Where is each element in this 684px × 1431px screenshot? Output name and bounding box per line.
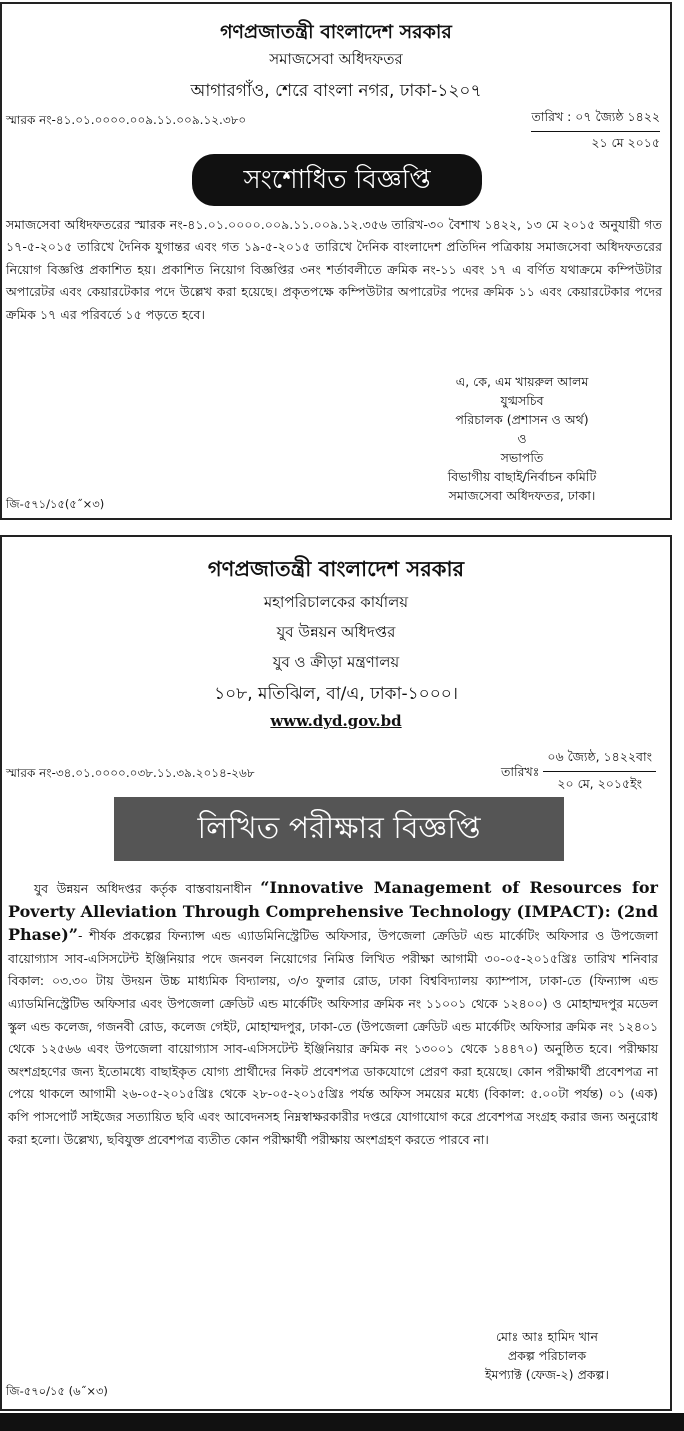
department-name: সমাজসেবা অধিদফতর (269, 50, 403, 68)
notice-body: সমাজসেবা অধিদফতরের স্মারক নং-৪১.০১.০০০০.০০৯.১১.০০৯.১২.৩৫৬ তারিখ-৩০ বৈশাখ ১৪২২, ১৩ মে ২০১৫ অনুযায়ী গত ১৭-৫-২০১৫ তারিখে দৈনিক যুগান্তর এবং গত ১৯-৫-২০১৫ তারিখে দৈনিক বাংলাদেশ প্রতিদিন পত্রিকায় সমাজসেবা অধিদফতরের নিয়োগ বিজ্ঞপ্তি প্রকাশিত হয়। প্রকাশিত নিয়োগ বিজ্ঞপ্তির ৩নং শর্তাবলীতে ক্রমিক নং-১১ এবং ১৭ এ বর্ণিত যথাক্রমে কম্পিউটার অপারেটর এবং কেয়ারটেকার পদে উল্লেখ করা হয়েছে। প্রকৃতপক্ষে কম্পিউটার অপারেটর পদের ক্রমিক ১১ এবং কেয়ারটেকার পদের ক্রমিক ১৭ এর পরিবর্তে ১৫ পড়তে হবে। (6, 217, 662, 322)
signatory-position: পরিচালক (প্রশাসন ও অর্থ) (455, 412, 589, 427)
department-name: যুব উন্নয়ন অধিদপ্তর (276, 623, 396, 641)
signatory-name: এ, কে, এম খায়রুল আলম (455, 374, 589, 389)
signatory-title: প্রকল্প পরিচালক (507, 1348, 587, 1363)
notice-body (8, 877, 658, 1151)
signature-block (382, 372, 662, 505)
signatory-name: মোঃ আঃ হামিদ খান (495, 1329, 599, 1344)
office-name: মহাপরিচালকের কার্যালয় (263, 593, 409, 611)
gov-header: গণপ্রজাতন্ত্রী বাংলাদেশ সরকার (220, 21, 452, 43)
date-label: তারিখঃ (501, 764, 540, 779)
office-address: ১০৮, মতিঝিল, বা/এ, ঢাকা-১০০০। (214, 684, 458, 704)
website-line (2, 711, 670, 730)
signatory-office: সমাজসেবা অধিদফতর, ঢাকা। (448, 488, 596, 503)
body-text: - শীর্ষক প্রকল্পের ফিন্যান্স এন্ড এ্যাডমিনিস্ট্রেটিভ অফিসার, উপজেলা ক্রেডিট এন্ড মার্কেটিং অফিসার ও উপজেলা বায়োগ্যাস সাব-এসিসটেন্ট ইঞ্জিনিয়ার পদে জনবল নিয়োগের নিমিত্ত লিখিত পরীক্ষা আগামী ৩০-০৫-২০১৫খ্রিঃ তারিখ শনিবার বিকাল: ০৩.৩০ টায় উদয়ন উচ্চ মাধ্যমিক বিদ্যালয়, ৩/৩ ফুলার রোড, ঢাকা বিশ্ববিদ্যালয় ক্যাম্পাস, ঢাকা-তে (ফিন্যান্স এন্ড এ্যাডমিনিস্ট্রেটিভ অফিসার এবং উপজেলা ক্রেডিট এন্ড মার্কেটিং অফিসার ক্রমিক নং ১১০০১ থেকে ১২৪০০) ও মোহাম্মদপুর মডেল স্কুল এন্ড কলেজ, গজনবী রোড, কলেজ গেইট, মোহাম্মদপুর, ঢাকা-তে (উপজেলা ক্রেডিট এন্ড মার্কেটিং অফিসার ক্রমিক নং ১২৪০১ থেকে ১২৫৬৬ এবং উপজেলা বায়োগ্যাস সাব-এসিসটেন্ট ইঞ্জিনিয়ার ক্রমিক নং ১৩০০১ থেকে ১৪৪৭০) অনুষ্ঠিত হবে। পরীক্ষায় অংশগ্রহণের জন্য ইতোমধ্যে বাছাইকৃত যোগ্য প্রার্থীদের নিকট প্রবেশপত্র ডাকযোগে প্রেরণ করা হয়েছে। কোন পরীক্ষার্থী প্রবেশপত্র না পেয়ে থাকলে আগামী ২৬-০৫-২০১৫খ্রিঃ থেকে ২৮-০৫-২০১৫খ্রিঃ পর্যন্ত অফিস সময়ের মধ্যে (বিকাল: ৫.০০টা পর্যন্ত) ০১ (এক) কপি পাসপোর্ট সাইজের সত্যায়িত ছবি এবং আবেদনসহ নিম্নস্বাক্ষরকারীর দপ্তরে যোগাযোগ করে প্রবেশপত্র সংগ্রহ করার জন্য অনুরোধ করা হলো। উল্লেখ্য, ছবিযুক্ত প্রবেশপত্র ব্যতীত কোন পরীক্ষার্থী পরীক্ষায় অংশগ্রহণ করতে পারবে না। (8, 928, 658, 1147)
date-fraction (543, 749, 656, 796)
signatory-title: যুগ্মসচিব (500, 393, 544, 408)
date-block (501, 749, 656, 796)
body-intro: যুব উন্নয়ন অধিদপ্তর কর্তৃক বাস্তবায়নাধীন (34, 881, 252, 896)
signatory-conjunction: ও (517, 431, 527, 446)
signatory-role: সভাপতি (500, 450, 544, 465)
date-block (531, 109, 660, 155)
notice-youth-development (0, 535, 672, 1411)
ad-code: জি-৫৭০/১৫ (৬˝×৩) (6, 1384, 108, 1398)
signatory-committee: বিভাগীয় বাছাই/নির্বাচন কমিটি (447, 469, 597, 484)
date-english: ২১ মে ২০১৫ (591, 135, 660, 150)
notice-title: লিখিত পরীক্ষার বিজ্ঞপ্তি (114, 797, 564, 861)
website-link[interactable]: www.dyd.gov.bd (270, 712, 402, 730)
memo-number: স্মারক নং-৩৪.০১.০০০০.০৩৮.১১.৩৯.২০১৪-২৬৮ (6, 766, 255, 780)
ministry-name: যুব ও ক্রীড়া মন্ত্রণালয় (272, 653, 400, 671)
page-bottom-border (0, 1413, 684, 1431)
date-bangla: ০৬ জ্যৈষ্ঠ, ১৪২২বাং (543, 749, 656, 772)
date-english: ২০ মে, ২০১৫ইং (557, 776, 642, 791)
notice-social-services (0, 2, 672, 520)
signature-block (432, 1327, 662, 1384)
ad-code: জি-৫৭১/১৫(৫˝×৩) (6, 497, 105, 511)
notice-title: সংশোধিত বিজ্ঞপ্তি (192, 154, 482, 206)
date-bangla: তারিখ : ০৭ জ্যৈষ্ঠ ১৪২২ (531, 109, 660, 132)
memo-number: স্মারক নং-৪১.০১.০০০০.০০৯.১১.০০৯.১২.৩৮০ (6, 113, 247, 127)
project-name: “Innovative Management of Resources for Poverty Alleviation Through Comprehensive Technology (IMPACT): (2nd Phase)” (8, 878, 658, 945)
signatory-project: ইমপ্যাক্ট (ফেজ-২) প্রকল্প। (485, 1367, 609, 1382)
gov-header: গণপ্রজাতন্ত্রী বাংলাদেশ সরকার (207, 557, 465, 581)
office-address: আগারগাঁও, শেরে বাংলা নগর, ঢাকা-১২০৭ (190, 81, 482, 101)
